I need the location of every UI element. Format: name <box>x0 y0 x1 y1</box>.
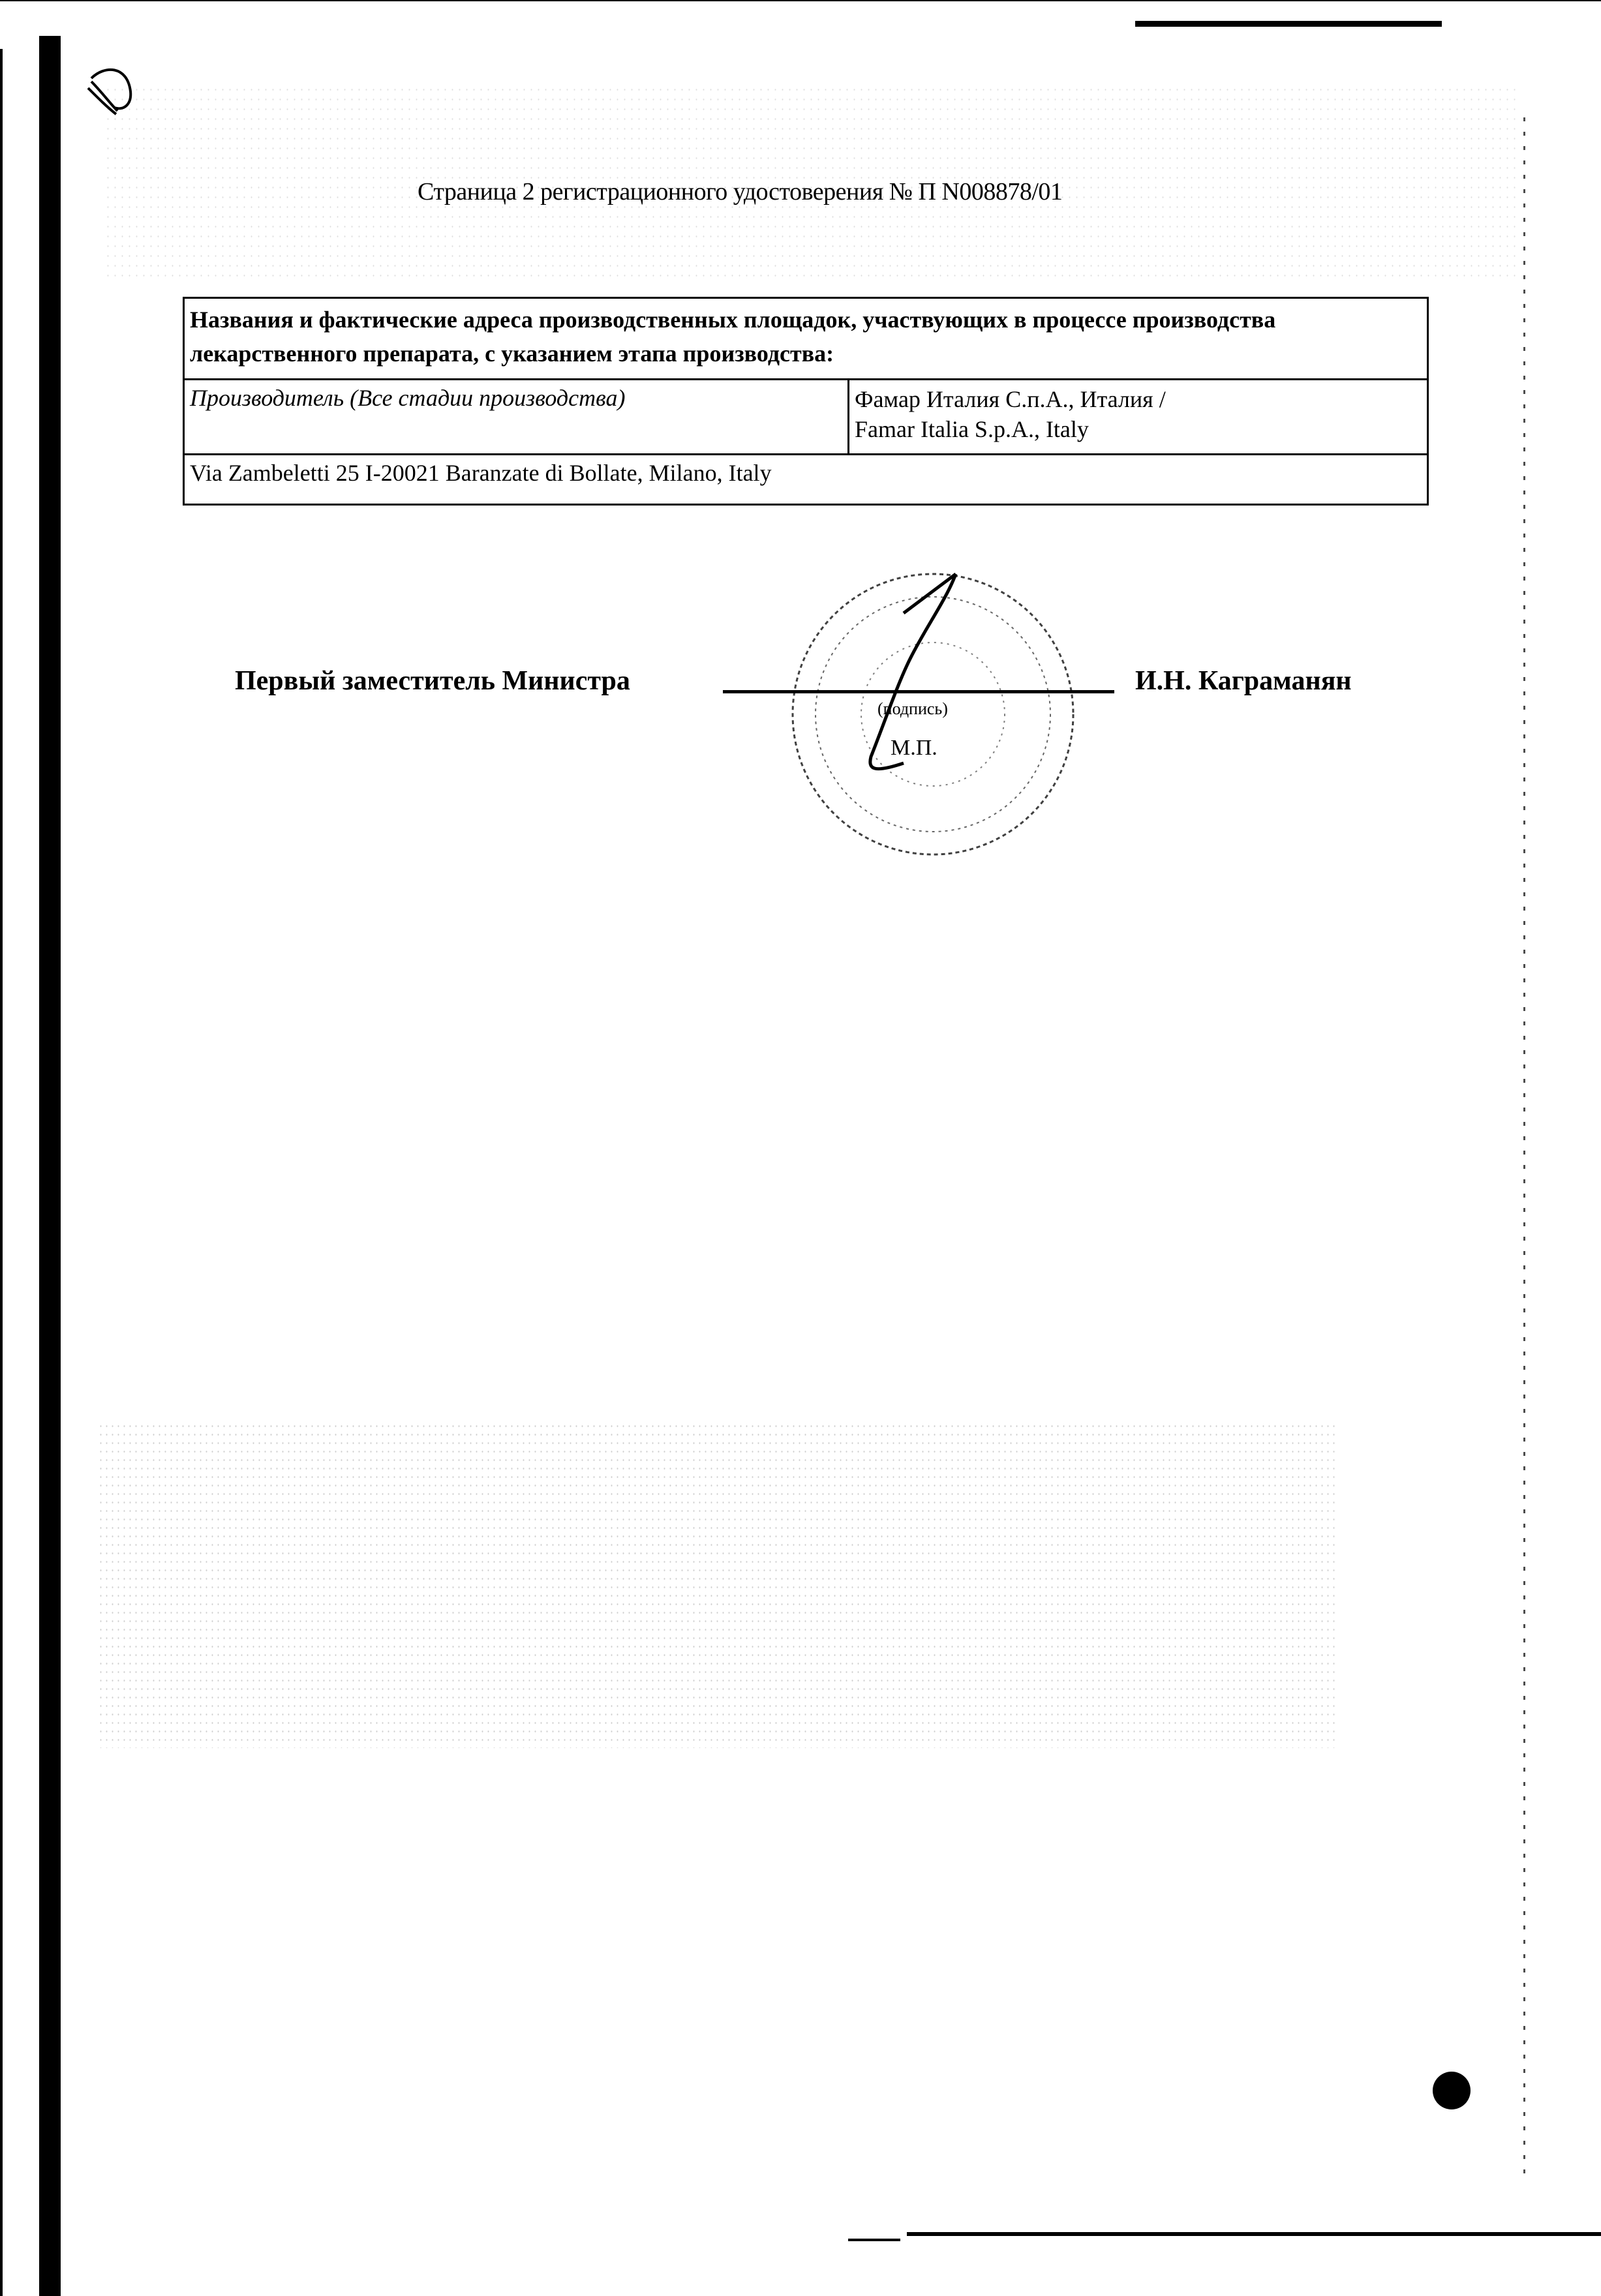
scan-binding-bar <box>39 36 61 2296</box>
manufacturing-sites-table <box>183 297 1429 506</box>
scan-top-edge <box>0 0 1601 1</box>
scan-bottom-rule <box>907 2232 1601 2236</box>
hole-punch-dot-icon <box>1433 2072 1471 2109</box>
scan-left-edge <box>0 49 3 2296</box>
manufacturer-name-cell <box>849 380 1428 455</box>
manufacturer-address-cell: Via Zambeletti 25 I-20021 Baranzate di Bollate, Milano, Italy <box>184 455 1428 505</box>
scan-top-rule <box>1135 21 1442 27</box>
signatory-title: Первый заместитель Министра <box>235 666 630 696</box>
signature-line <box>723 690 1114 693</box>
production-role-cell: Производитель (Все стадии производства) <box>184 380 849 455</box>
table-row <box>184 380 1428 455</box>
scan-noise-middle <box>98 1422 1337 1748</box>
corner-mark-icon <box>65 52 137 124</box>
signature-caption: (подпись) <box>877 699 948 718</box>
table-header-row <box>184 298 1428 380</box>
seal-place-label: М.П. <box>891 736 938 760</box>
manufacturer-name-en: Famar Italia S.p.A., Italy <box>855 416 1089 442</box>
scan-right-edge <box>1523 117 1525 2179</box>
scan-bottom-rule-short <box>848 2239 900 2241</box>
page-header: Страница 2 регистрационного удостоверения № П N008878/01 <box>418 178 1063 205</box>
table-row <box>184 455 1428 505</box>
signatory-name: И.Н. Каграманян <box>1135 666 1352 696</box>
manufacturer-name-ru: Фамар Италия С.п.А., Италия / <box>855 386 1166 412</box>
table-header-cell: Названия и фактические адреса производственных площадок, участвующих в процессе производства лекарственного препарата, с указанием этапа производства: <box>184 298 1428 380</box>
